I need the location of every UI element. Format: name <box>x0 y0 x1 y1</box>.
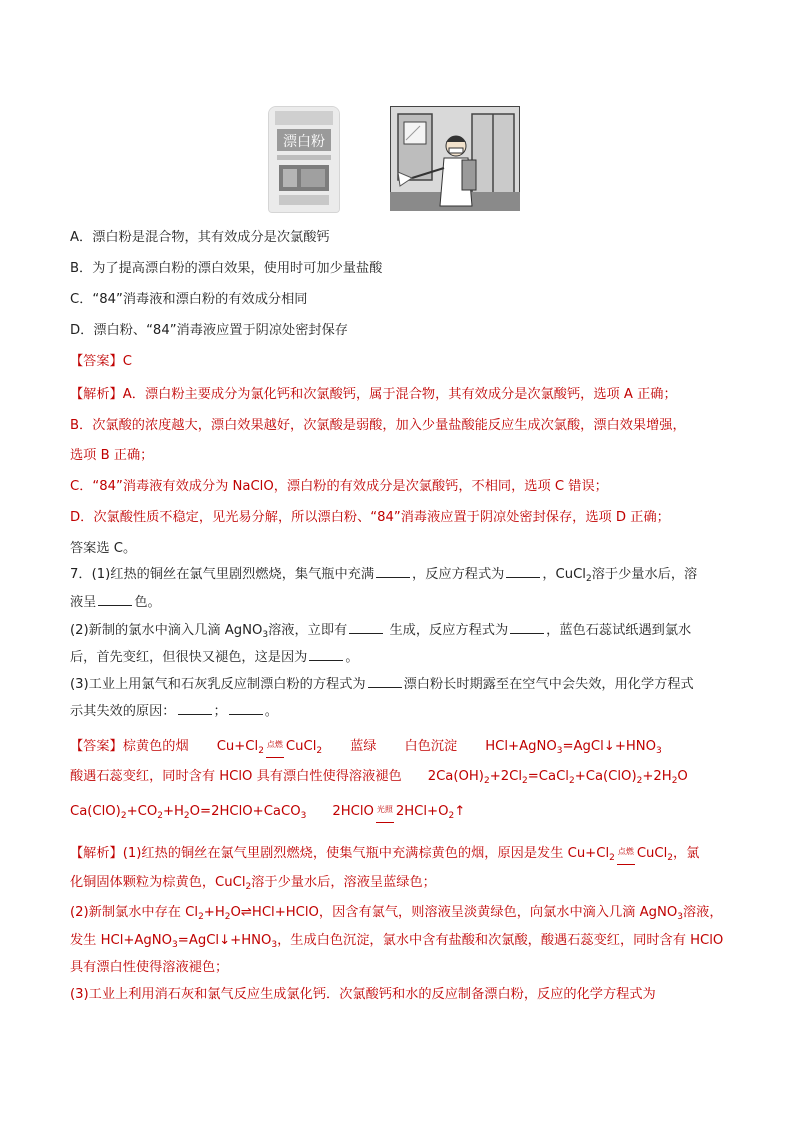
answer-blank[interactable] <box>178 702 212 715</box>
answer-tag: 【答案】 <box>70 739 123 754</box>
q7-text: 示其失效的原因： <box>70 704 176 719</box>
subscript: 2 <box>198 912 204 922</box>
q7-analysis-4 <box>70 931 730 955</box>
q7-text: 漂白粉长时期露至在空气中会失效，用化学方程式 <box>403 677 694 692</box>
answer-text: +2H <box>642 769 672 784</box>
subscript: 3 <box>677 912 683 922</box>
q6-final: 答案选 C。 <box>70 541 137 556</box>
answer-blank[interactable] <box>309 648 343 661</box>
answer-text: +2Cl <box>489 769 523 784</box>
analysis-text: 化铜固体颗粒为棕黄色，CuCl <box>70 875 246 890</box>
subscript: 3 <box>271 940 278 950</box>
q7-text: ，反应方程式为 <box>412 567 505 582</box>
answer-text: 2HClO <box>332 804 374 819</box>
answer-text: Ca(ClO) <box>70 804 121 819</box>
q7-line-1 <box>70 565 730 589</box>
analysis-text: O⇌HCl+HClO，因含有氯气，则溶液呈淡黄绿色，向氯水中滴入几滴 AgNO <box>230 905 678 920</box>
answer-blank[interactable] <box>98 593 132 606</box>
q7-line-3 <box>70 621 730 645</box>
option-a: A．漂白粉是混合物，其有效成分是次氯酸钙 <box>70 230 330 245</box>
q7-line-6 <box>70 702 730 722</box>
subscript: 2 <box>258 746 264 756</box>
q7-text: ，蓝色石蕊试纸遇到氯水 <box>546 623 692 638</box>
analysis-text: ，生成白色沉淀，氯水中含有盐酸和次氯酸，酸遇石蕊变红，同时含有 HClO <box>277 933 724 948</box>
subscript: 2 <box>609 853 615 863</box>
subscript: 2 <box>667 853 674 863</box>
subscript: 2 <box>568 776 575 786</box>
q7-analysis-5: 具有漂白性使得溶液褪色； <box>70 960 229 975</box>
subscript: 2 <box>585 574 592 584</box>
answer-text: ↑ <box>454 804 466 819</box>
answer-text: +CO <box>126 804 158 819</box>
q6-answer <box>70 352 730 372</box>
q6-analysis-b-cont: 选项 B 正确； <box>70 448 154 463</box>
q7-analysis-3 <box>70 903 730 927</box>
q7-text: 生成，反应方程式为 <box>385 623 509 638</box>
q6-analysis-c: C．“84”消毒液有效成分为 NaClO，漂白粉的有效成分是次氯酸钙，不相同，选项 C 错误； <box>70 479 608 494</box>
answer-tag: 【答案】 <box>70 354 123 369</box>
option-c: C．“84”消毒液和漂白粉的有效成分相同 <box>70 292 308 307</box>
analysis-text: (2)新制氯水中存在 Cl <box>70 905 199 920</box>
analysis-text: ，氯 <box>673 846 700 861</box>
subscript: 3 <box>300 811 307 821</box>
answer-text: 白色沉淀 <box>404 739 458 754</box>
q7-text: (2)新制的氯水中滴入几滴 AgNO <box>70 623 263 638</box>
subscript: 2 <box>448 811 455 821</box>
reaction-condition: 点燃 <box>615 842 637 862</box>
answer-text: =AgCl↓+HNO <box>562 739 657 754</box>
answer-text: HCl+AgNO <box>485 739 557 754</box>
subscript: 2 <box>183 811 190 821</box>
subscript: 2 <box>120 811 127 821</box>
answer-text: 蓝绿 <box>350 739 377 754</box>
subscript: 2 <box>636 776 643 786</box>
option-b: B．为了提高漂白粉的漂白效果，使用时可加少量盐酸 <box>70 261 383 276</box>
analysis-text: =AgCl↓+HNO <box>177 933 272 948</box>
answer-text: +Ca(ClO) <box>574 769 637 784</box>
q7-answer-line-2 <box>70 767 730 791</box>
answer-blank[interactable] <box>368 675 402 688</box>
q7-text: ，CuCl <box>542 567 586 582</box>
q7-text: 液呈 <box>70 595 97 610</box>
bleach-powder-bag-image <box>268 106 340 213</box>
q7-text: 7．(1)红热的铜丝在氯气里剧烈燃烧，集气瓶中充满 <box>70 567 375 582</box>
answer-text: =CaCl <box>527 769 569 784</box>
answer-text: 棕黄色的烟 <box>122 739 189 754</box>
q7-text: 溶于少量水后，溶 <box>591 567 698 582</box>
answer-text: 2HCl+O <box>395 804 449 819</box>
analysis-text: (1)红热的铜丝在氯气里剧烈燃烧，使集气瓶中充满棕黄色的烟，原因是发生 Cu+Cl <box>122 846 610 861</box>
subscript: 2 <box>316 746 323 756</box>
q7-text: (3)工业上用氯气和石灰乳反应制漂白粉的方程式为 <box>70 677 366 692</box>
answer-blank[interactable] <box>506 565 540 578</box>
answer-text: Cu+Cl <box>216 739 259 754</box>
analysis-text: 溶于少量水后，溶液呈蓝绿色； <box>251 875 436 890</box>
q7-text: 后，首先变红，但很快又褪色，这是因为 <box>70 650 308 665</box>
q6-analysis-b: B．次氯酸的浓度越大，漂白效果越好，次氯酸是弱酸，加入少量盐酸能反应生成次氯酸，漂白效果增强， <box>70 418 686 433</box>
analysis-text: +H <box>203 905 225 920</box>
analysis-text: CuCl <box>636 846 668 861</box>
q7-answer-line-1 <box>70 735 730 761</box>
answer-blank[interactable] <box>349 621 383 634</box>
analysis-text: 发生 HCl+AgNO <box>70 933 173 948</box>
reaction-condition: 点燃 <box>264 735 286 755</box>
answer-blank[interactable] <box>229 702 263 715</box>
disinfecting-elevator-image <box>390 106 520 211</box>
bag-label: 漂白粉 <box>283 134 325 150</box>
subscript: 3 <box>556 746 563 756</box>
q7-analysis-2 <box>70 873 730 897</box>
q6-analysis-d: D．次氯酸性质不稳定，见光易分解，所以漂白粉、“84”消毒液应置于阴凉处密封保存，选项 D 正确； <box>70 510 670 525</box>
answer-text: 2Ca(OH) <box>427 769 484 784</box>
subscript: 2 <box>157 811 163 821</box>
q6-analysis-a <box>70 385 730 405</box>
analysis-tag: 【解析】 <box>70 846 123 861</box>
subscript: 3 <box>656 746 662 756</box>
analysis-a-text: A．漂白粉主要成分为氯化钙和次氯酸钙，属于混合物，其有效成分是次氯酸钙，选项 A 正确； <box>122 387 677 402</box>
q7-text: 色。 <box>134 595 161 610</box>
answer-text: 酸遇石蕊变红，同时含有 HClO 具有漂白性使得溶液褪色 <box>70 769 402 784</box>
q7-analysis-1 <box>70 842 730 868</box>
analysis-text: 溶液， <box>683 905 723 920</box>
answer-text: +H <box>162 804 184 819</box>
figure-row <box>0 106 794 212</box>
q7-answer-line-3 <box>70 800 730 826</box>
subscript: 2 <box>224 912 231 922</box>
q7-line-2 <box>70 593 730 613</box>
analysis-tag: 【解析】 <box>70 387 123 402</box>
subscript: 3 <box>172 940 178 950</box>
option-d: D．漂白粉、“84”消毒液应置于阴凉处密封保存 <box>70 323 348 338</box>
reaction-condition: 光照 <box>374 800 396 820</box>
subscript: 2 <box>522 776 528 786</box>
subscript: 2 <box>483 776 490 786</box>
answer-value: C <box>122 354 132 369</box>
q7-text: ； <box>213 704 227 719</box>
q7-text: 溶液，立即有 <box>268 623 348 638</box>
q7-text: 。 <box>264 704 278 719</box>
q7-text: 。 <box>345 650 359 665</box>
answer-text: O=2HClO+CaCO <box>189 804 301 819</box>
subscript: 3 <box>262 630 269 640</box>
q7-line-4 <box>70 648 730 668</box>
q7-analysis-6: (3)工业上利用消石灰和氯气反应生成氯化钙．次氯酸钙和水的反应制备漂白粉，反应的化学方程式为 <box>70 987 656 1002</box>
answer-text: CuCl <box>285 739 317 754</box>
answer-blank[interactable] <box>376 565 410 578</box>
subscript: 2 <box>671 776 678 786</box>
q7-line-5 <box>70 675 730 695</box>
subscript: 2 <box>245 882 252 892</box>
answer-blank[interactable] <box>510 621 544 634</box>
answer-text: O <box>677 769 688 784</box>
